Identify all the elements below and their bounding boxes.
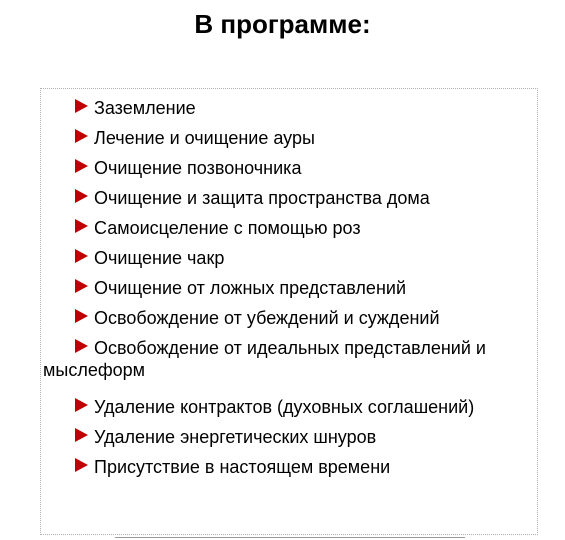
program-list [43,97,533,486]
list-item [43,426,533,448]
list-item-text: Очищение чакр [94,248,225,268]
list-item-text: Освобождение от идеальных представлений и мыслеформ [43,338,486,380]
list-item [43,247,533,269]
page-title: В программе: [194,9,371,39]
red-triangle-bullet-icon [75,279,88,293]
red-triangle-bullet-icon [75,458,88,472]
list-item-text: Очищение от ложных представлений [94,278,406,298]
list-item [43,217,533,239]
list-item-text: Самоисцеление с помощью роз [94,218,361,238]
red-triangle-bullet-icon [75,339,88,353]
list-item [43,97,533,119]
list-item [43,456,533,478]
red-triangle-bullet-icon [75,428,88,442]
list-item-text: Лечение и очищение ауры [94,128,315,148]
bottom-divider [115,537,465,538]
list-item [43,187,533,209]
list-item-text: Очищение позвоночника [94,158,302,178]
list-item [43,396,533,418]
program-box [40,88,538,535]
list-item-text: Удаление энергетических шнуров [94,427,377,447]
list-item-text: Освобождение от убеждений и суждений [94,308,440,328]
red-triangle-bullet-icon [75,309,88,323]
list-item-text: Удаление контрактов (духовных соглашений) [94,397,475,417]
red-triangle-bullet-icon [75,219,88,233]
red-triangle-bullet-icon [75,159,88,173]
list-item [43,157,533,179]
list-item [43,337,533,381]
red-triangle-bullet-icon [75,99,88,113]
list-item [43,277,533,299]
red-triangle-bullet-icon [75,249,88,263]
list-item [43,127,533,149]
red-triangle-bullet-icon [75,189,88,203]
red-triangle-bullet-icon [75,398,88,412]
list-item-text: Заземление [94,98,196,118]
list-item-text: Присутствие в настоящем времени [94,457,391,477]
list-item [43,307,533,329]
list-item-text: Очищение и защита пространства дома [94,188,430,208]
red-triangle-bullet-icon [75,129,88,143]
